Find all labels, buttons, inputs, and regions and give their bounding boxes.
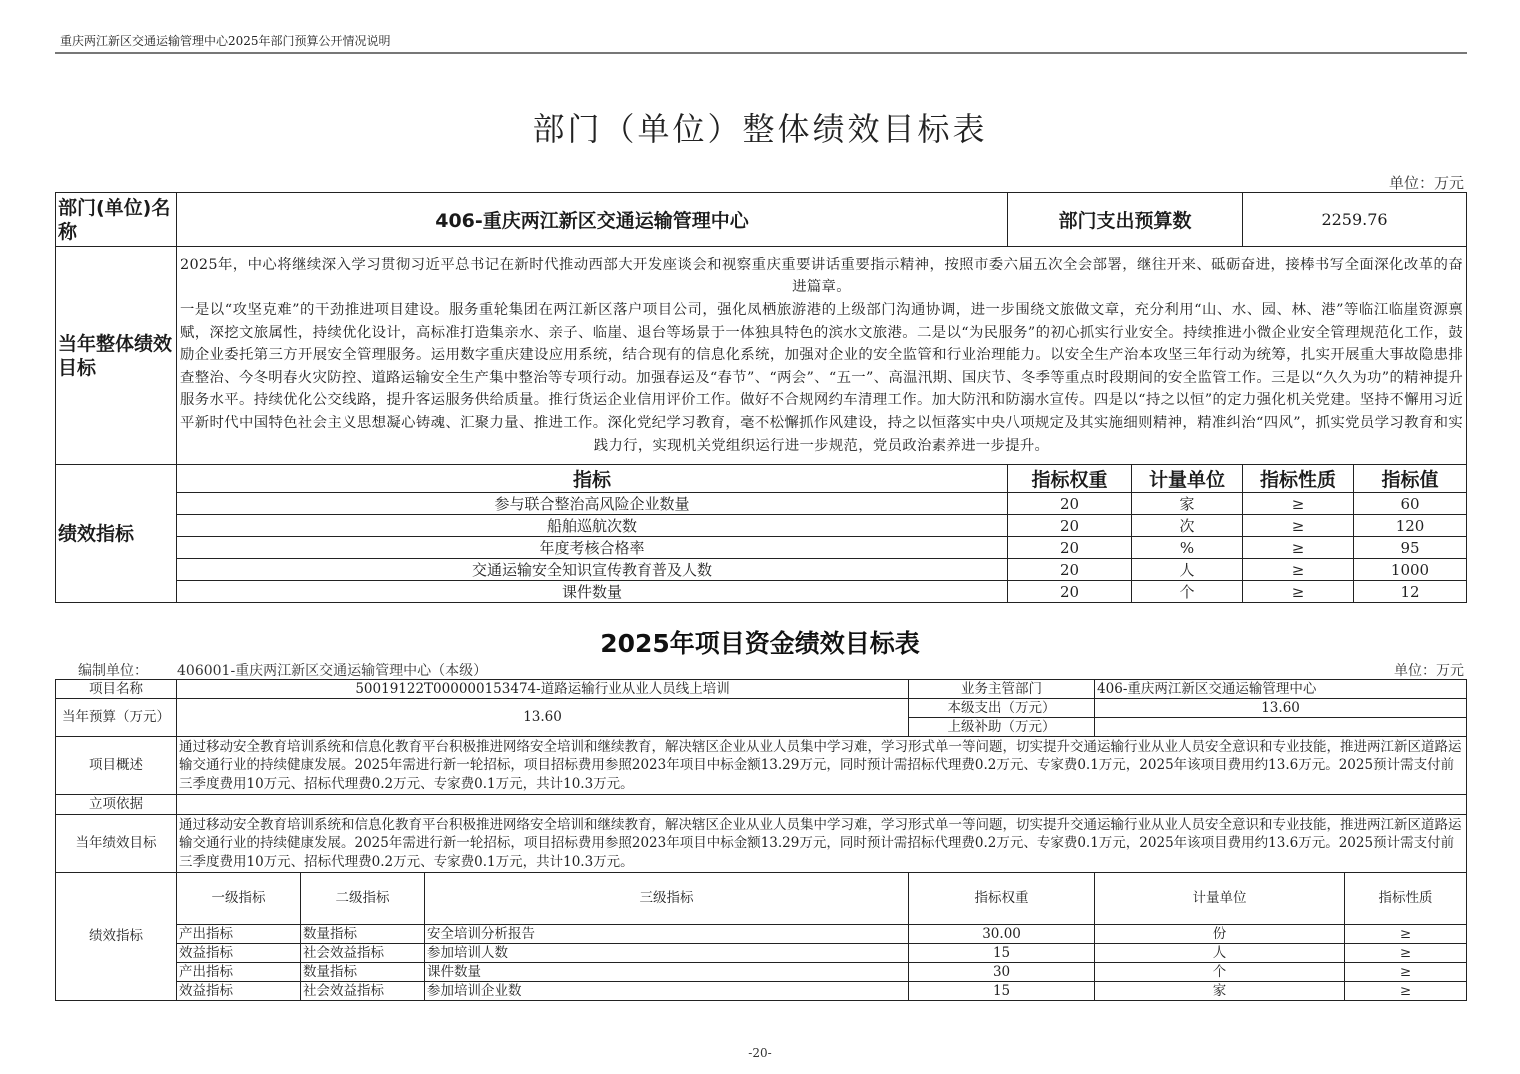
indicator-weight: 20 — [1008, 559, 1132, 581]
level2-indicator: 社会效益指标 — [301, 982, 425, 1001]
indicator-unit: 家 — [1132, 493, 1243, 515]
indicator-value: 60 — [1354, 493, 1467, 515]
budget-label: 部门支出预算数 — [1008, 193, 1243, 247]
col-header: 三级指标 — [425, 873, 909, 925]
indicator-nature: ≥ — [1345, 944, 1467, 963]
running-header: 重庆两江新区交通运输管理中心2025年部门预算公开情况说明 — [60, 34, 391, 48]
indicator-nature: ≥ — [1243, 537, 1354, 559]
dept-name-label: 部门(单位)名称 — [56, 193, 177, 247]
indicator-header-row — [56, 465, 1467, 493]
indicator-name: 船舶巡航次数 — [177, 515, 1008, 537]
supervisor-value: 406-重庆两江新区交通运输管理中心 — [1095, 680, 1467, 699]
indicator-nature: ≥ — [1243, 559, 1354, 581]
annual-budget-label: 当年预算（万元） — [56, 699, 177, 737]
col-header: 二级指标 — [301, 873, 425, 925]
indicator-unit: 家 — [1095, 982, 1345, 1001]
indicator-header-row — [56, 873, 1467, 925]
table-row — [56, 982, 1467, 1001]
table-row — [56, 493, 1467, 515]
indicator-value: 120 — [1354, 515, 1467, 537]
overview-text: 通过移动安全教育培训系统和信息化教育平台积极推进网络安全培训和继续教育，解决辖区企业从业人员集中学习难，学习形式单一等问题，切实提升交通运输行业从业人员安全意识和专业技能，推进两江新区道路运输交通行业的持续健康发展。2025年需进行新一轮招标，项目招标费用参照2023年项目中标金额13.29万元，同时预计需招标代理费0.2万元、专家费0.1万元，2025年该项目费用约13.6万元。2025预计需支付前三季度费用10万元、招标代理费0.2万元、专家费0.1万元，共计10.3万元。 — [177, 737, 1467, 795]
col-header: 指标性质 — [1345, 873, 1467, 925]
indicator-weight: 30.00 — [909, 925, 1095, 944]
budget-value: 2259.76 — [1243, 193, 1467, 247]
header-rule — [55, 52, 1467, 54]
dept-name-value: 406-重庆两江新区交通运输管理中心 — [177, 193, 1008, 247]
indicator-weight: 20 — [1008, 493, 1132, 515]
dept-name-row — [56, 193, 1467, 247]
indicator-unit: 份 — [1095, 925, 1345, 944]
indicator-nature: ≥ — [1345, 925, 1467, 944]
annual-goal-text — [177, 247, 1467, 465]
indicator-unit: 次 — [1132, 515, 1243, 537]
level2-indicator: 数量指标 — [301, 963, 425, 982]
indicator-name: 年度考核合格率 — [177, 537, 1008, 559]
goal-paragraph: 2025年，中心将继续深入学习贯彻习近平总书记在新时代推动西部大开发座谈会和视察重庆重要讲话重要指示精神，按照市委六届五次全会部署，继往开来、砥砺奋进，接棒书写全面深化改革的奋进篇章。 — [180, 256, 1464, 296]
level3-indicator: 参加培训企业数 — [425, 982, 909, 1001]
table-row — [56, 944, 1467, 963]
indicator-weight: 20 — [1008, 537, 1132, 559]
overview-row — [56, 737, 1467, 795]
indicator-unit: 个 — [1132, 581, 1243, 603]
basis-row — [56, 795, 1467, 815]
indicator-nature: ≥ — [1243, 515, 1354, 537]
level3-indicator: 参加培训人数 — [425, 944, 909, 963]
col-header: 指标值 — [1354, 465, 1467, 493]
indicator-value: 95 — [1354, 537, 1467, 559]
level3-indicator: 课件数量 — [425, 963, 909, 982]
prep-unit-value: 406001-重庆两江新区交通运输管理中心（本级） — [177, 663, 488, 679]
dept-performance-table — [55, 192, 1467, 603]
local-expense-value: 13.60 — [1095, 699, 1467, 718]
table-row — [56, 515, 1467, 537]
table-row — [56, 925, 1467, 944]
indicator-nature: ≥ — [1243, 581, 1354, 603]
indicator-weight: 15 — [909, 982, 1095, 1001]
basis-value — [177, 795, 1467, 815]
indicator-weight: 15 — [909, 944, 1095, 963]
indicator-name: 课件数量 — [177, 581, 1008, 603]
section1-title: 部门（单位）整体绩效目标表 — [532, 110, 988, 148]
table-row — [56, 963, 1467, 982]
local-expense-label: 本级支出（万元） — [909, 699, 1095, 718]
indicator-value: 12 — [1354, 581, 1467, 603]
level2-indicator: 社会效益指标 — [301, 944, 425, 963]
annual-goal-row — [56, 247, 1467, 465]
indicator-unit: % — [1132, 537, 1243, 559]
project-goal-label: 当年绩效目标 — [56, 815, 177, 873]
level3-indicator: 安全培训分析报告 — [425, 925, 909, 944]
indicator-name: 交通运输安全知识宣传教育普及人数 — [177, 559, 1008, 581]
indicator-nature: ≥ — [1345, 963, 1467, 982]
section2-unit: 单位：万元 — [1394, 663, 1464, 679]
project-goal-text: 通过移动安全教育培训系统和信息化教育平台积极推进网络安全培训和继续教育，解决辖区企业从业人员集中学习难，学习形式单一等问题，切实提升交通运输行业从业人员安全意识和专业技能，推进两江新区道路运输交通行业的持续健康发展。2025年需进行新一轮招标，项目招标费用参照2023年项目中标金额13.29万元，同时预计需招标代理费0.2万元、专家费0.1万元，2025年该项目费用约13.6万元。2025预计需支付前三季度费用10万元、招标代理费0.2万元、专家费0.1万元，共计10.3万元。 — [177, 815, 1467, 873]
level1-indicator: 产出指标 — [177, 925, 301, 944]
prep-unit-label: 编制单位： — [78, 663, 148, 679]
table-row — [56, 559, 1467, 581]
col-header: 指标权重 — [1008, 465, 1132, 493]
project-name-row — [56, 680, 1467, 699]
project-name-value: 50019122T000000153474-道路运输行业从业人员线上培训 — [177, 680, 909, 699]
table-row — [56, 581, 1467, 603]
indicator-unit: 个 — [1095, 963, 1345, 982]
indicator-name: 参与联合整治高风险企业数量 — [177, 493, 1008, 515]
indicator-weight: 20 — [1008, 581, 1132, 603]
indicator-weight: 30 — [909, 963, 1095, 982]
indicator-value: 1000 — [1354, 559, 1467, 581]
col-header: 一级指标 — [177, 873, 301, 925]
col-header: 计量单位 — [1095, 873, 1345, 925]
annual-budget-value: 13.60 — [177, 699, 909, 737]
project-performance-table — [55, 679, 1467, 1001]
col-header: 指标性质 — [1243, 465, 1354, 493]
indicator-nature: ≥ — [1345, 982, 1467, 1001]
goal-paragraph: 一是以“攻坚克难”的干劲推进项目建设。服务重轮集团在两江新区落户项目公司，强化凤栖旅游港的上级部门沟通协调，进一步围绕文旅做文章，充分利用“山、水、园、林、港”等临江临崖资源禀赋，深挖文旅属性，持续优化设计，高标准打造集亲水、亲子、临崖、退台等场景于一体独具特色的滨水文旅港。二是以“为民服务”的初心抓实行业安全。持续推进小微企业安全管理规范化工作，鼓励企业委托第三方开展安全管理服务。运用数字重庆建设应用系统，结合现有的信息化系统，加强对企业的安全监管和行业治理能力。以安全生产治本攻坚三年行动为统筹，扎实开展重大事故隐患排查整治、今冬明春火灾防控、道路运输安全生产集中整治等专项行动。加强春运及“春节”、“两会”、“五一”、高温汛期、国庆节、冬季等重点时段期间的安全监管工作。三是以“久久为功”的精神提升服务水平。持续优化公交线路，提升客运服务供给质量。推行货运企业信用评价工作。做好不合规网约车清理工作。加大防汛和防溺水宣传。四是以“持之以恒”的定力强化机关党建。坚持不懈用习近平新时代中国特色社会主义思想凝心铸魂、汇聚力量、推进工作。深化党纪学习教育，毫不松懈抓作风建设，持之以恒落实中央八项规定及其实施细则精神，精准纠治“四风”，抓实党员学习教育和实践力行，实现机关党组织运行进一步规范，党员政治素养进一步提升。 — [180, 302, 1464, 454]
supervisor-label: 业务主管部门 — [909, 680, 1095, 699]
indicator-nature: ≥ — [1243, 493, 1354, 515]
project-indicators-label: 绩效指标 — [56, 873, 177, 1001]
level1-indicator: 效益指标 — [177, 982, 301, 1001]
indicators-label: 绩效指标 — [56, 465, 177, 603]
section2-title: 2025年项目资金绩效目标表 — [600, 629, 920, 658]
table-row — [56, 537, 1467, 559]
indicator-unit: 人 — [1132, 559, 1243, 581]
level1-indicator: 效益指标 — [177, 944, 301, 963]
section1-unit: 单位：万元 — [1388, 174, 1464, 192]
level1-indicator: 产出指标 — [177, 963, 301, 982]
upper-subsidy-value — [1095, 718, 1467, 737]
goal-row — [56, 815, 1467, 873]
indicator-weight: 20 — [1008, 515, 1132, 537]
budget-row — [56, 699, 1467, 718]
col-header: 指标权重 — [909, 873, 1095, 925]
indicator-unit: 人 — [1095, 944, 1345, 963]
page-number: -20- — [748, 1046, 772, 1060]
overview-label: 项目概述 — [56, 737, 177, 795]
basis-label: 立项依据 — [56, 795, 177, 815]
col-header: 指标 — [177, 465, 1008, 493]
level2-indicator: 数量指标 — [301, 925, 425, 944]
project-name-label: 项目名称 — [56, 680, 177, 699]
annual-goal-label: 当年整体绩效目标 — [56, 247, 177, 465]
upper-subsidy-label: 上级补助（万元） — [909, 718, 1095, 737]
col-header: 计量单位 — [1132, 465, 1243, 493]
